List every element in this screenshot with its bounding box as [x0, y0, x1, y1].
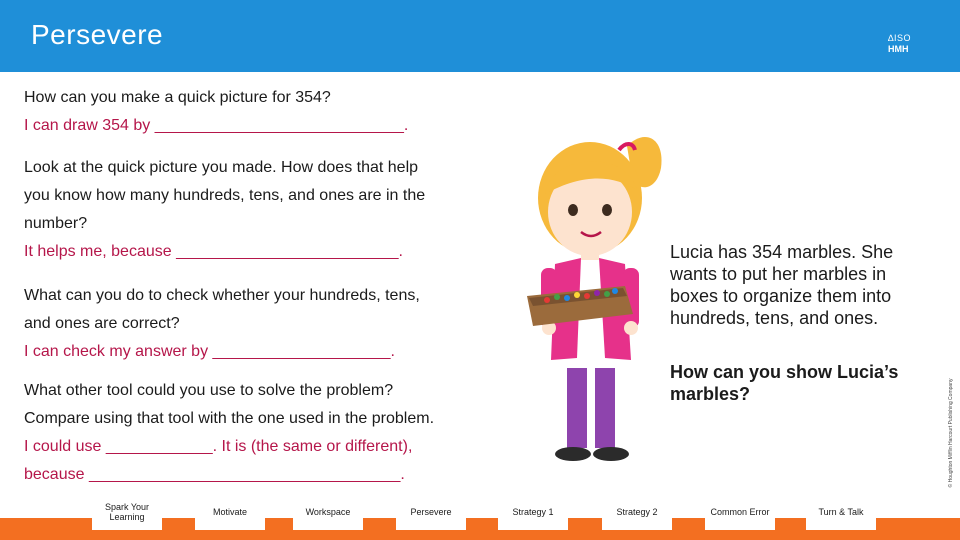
tab-motivate[interactable]: Motivate	[195, 494, 265, 530]
question-3-line-1: What can you do to check whether your hundreds, tens,	[24, 287, 420, 304]
tab-spark-your-learning[interactable]: Spark Your Learning	[92, 494, 162, 530]
tab-workspace[interactable]: Workspace	[293, 494, 363, 530]
tab-persevere[interactable]: Persevere	[396, 494, 466, 530]
answer-4-line-2: because ___________________________________.	[24, 466, 405, 483]
question-4-line-1: What other tool could you use to solve the problem?	[24, 382, 394, 399]
question-3-line-2: and ones are correct?	[24, 315, 180, 332]
logo-top-text: ∆ISO	[888, 33, 912, 43]
tab-turn-and-talk[interactable]: Turn & Talk	[806, 494, 876, 530]
page-title: Persevere	[31, 19, 164, 50]
question-2-line-1: Look at the quick picture you made. How does that help	[24, 159, 419, 176]
question-1: How can you make a quick picture for 354?	[24, 89, 331, 106]
answer-2: It helps me, because _________________________.	[24, 243, 403, 260]
header-bar	[0, 0, 960, 72]
question-2-line-3: number?	[24, 215, 88, 232]
lucia-illustration	[515, 128, 665, 468]
answer-4-line-1: I could use ____________. It is (the same or different),	[24, 438, 413, 455]
copyright-text: © Houghton Mifflin Harcourt Publishing Company	[948, 378, 954, 488]
hmh-logo	[888, 33, 911, 55]
tab-strategy-2[interactable]: Strategy 2	[602, 494, 672, 530]
answer-3: I can check my answer by ____________________.	[24, 343, 395, 360]
answer-1: I can draw 354 by ____________________________.	[24, 117, 409, 134]
tab-common-error[interactable]: Common Error	[705, 494, 775, 530]
story-text: Lucia has 354 marbles. She wants to put her marbles in boxes to organize them into hundreds, tens, and ones.	[670, 242, 894, 328]
question-4-line-2: Compare using that tool with the one used in the problem.	[24, 410, 435, 427]
logo-bottom-text: HMH	[888, 44, 909, 54]
question-2-line-2: you know how many hundreds, tens, and ones are in the	[24, 187, 426, 204]
tab-strategy-1[interactable]: Strategy 1	[498, 494, 568, 530]
story-question: How can you show Lucia’s marbles?	[670, 362, 899, 404]
